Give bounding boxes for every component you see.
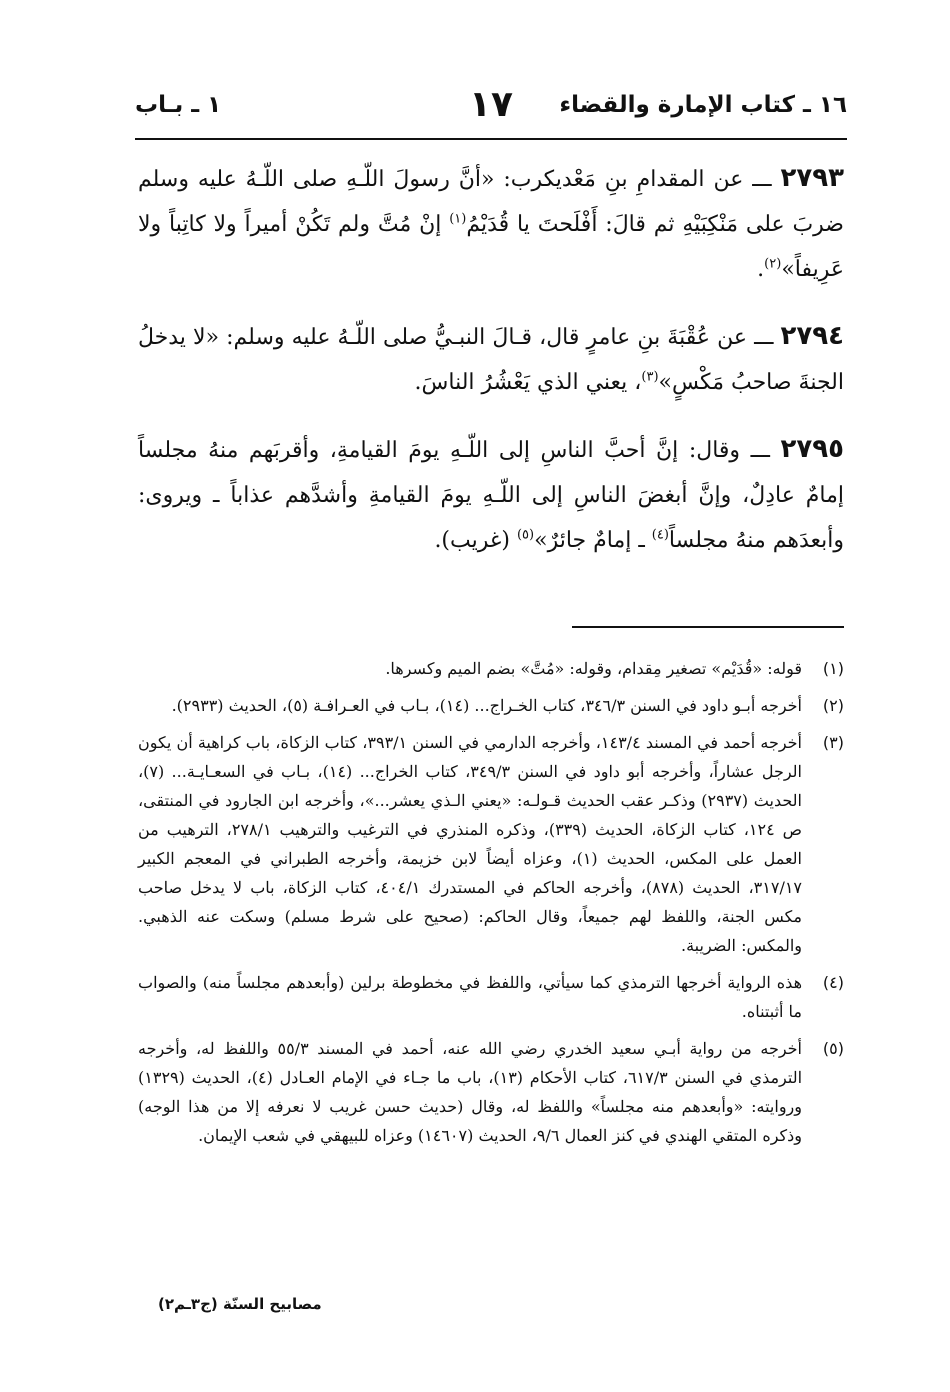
hadith-number: ٢٧٩٥ bbox=[780, 434, 844, 464]
footnote-text: أخرجه أبـو داود في السنن ٣٤٦/٣، كتاب الخـراج... (١٤)، بـاب في العـرافـة (٥)، الحديث (٢٩٣٣). bbox=[171, 696, 802, 715]
hadith-2794 bbox=[138, 314, 844, 405]
footnote-4 bbox=[138, 968, 844, 1026]
running-header bbox=[135, 84, 847, 132]
hadith-text-end: (غريب). bbox=[434, 528, 517, 553]
page-number: ١٧ bbox=[469, 84, 513, 125]
hadith-text-cont: ـ إمامٌ جائرٌ» bbox=[534, 528, 652, 553]
footnote-ref: (٤) bbox=[651, 527, 669, 543]
footnote-ref: (٢) bbox=[764, 256, 782, 272]
footnote-text: قوله: «قُدَيْم» تصغير مِقدام، وقوله: «مُتَّ» بضم الميم وكسرها. bbox=[385, 659, 802, 678]
hadith-text-cont: إنْ مُتَّ ولم تَكُنْ أميراً ولا كاتِباً ولا عَرِيفاً» bbox=[138, 212, 844, 282]
main-text bbox=[138, 156, 844, 585]
section-title: ١ ـ بـاب bbox=[135, 92, 222, 118]
hadith-2793 bbox=[138, 156, 844, 292]
footnote-1 bbox=[138, 654, 844, 683]
hadith-number: ٢٧٩٤ bbox=[780, 321, 844, 351]
hadith-text-cont: ، يعني الذي يَعْشُرُ الناسَ. bbox=[414, 370, 642, 395]
footnote-text: أخرجه من رواية أبـي سعيد الخدري رضي الله عنه، أحمد في المسند ٥٥/٣ واللفظ له، وأخرجه الترمذي في السنن ٦١٧/٣، كتاب الأحكام (١٣)، باب ما جـاء في الإمام العـادل (٤)، الحديث (١٣٢٩) وروايته: «وأبعدهم منه مجلساً» واللفظ له، وقال (حديث حسن غريب لا نعرفه إلا من هذا الوجه) وذكره المتقي الهندي في كنز العمال ٩/٦، الحديث (١٤٦٠٧) وعزاه للبيهقي في شعب الإيمان. bbox=[138, 1039, 803, 1145]
footnote-text: أخرجه أحمد في المسند ١٤٣/٤، وأخرجه الدارمي في السنن ٣٩٣/١، كتاب الزكاة، باب كراهية أن يكون الرجل عشاراً، وأخرجه أبو داود في السنن ٣٤٩/٣، كتاب الخراج... (١٤)، بـاب في السعـايـة... (٧)، الحديث (٢٩٣٧) وذكـر عقب الحديث قـولـه: «يعني الـذي يعشر...»، وأخرجه ابن الجارود في المنتقى، ص ١٢٤، كتاب الزكاة، الحديث (٣٣٩)، وذكره المنذري في الترغيب والترهيب ٢٧٨/١، الترهيب من العمل على المكس، الحديث (١)، وعزاه أيضاً لابن خزيمة، وأخرجه الطبراني في المعجم الكبير ٣١٧/١٧، الحديث (٨٧٨)، وأخرجه الحاكم في المستدرك ٤٠٤/١، كتاب الزكاة، باب لا يدخل صاحب مكس الجنة، واللفظ لهم جميعاً، وقال الحاكم: (صحيح على شرط مسلم) وسكت عنه الذهبي. والمكس: الضريبة. bbox=[138, 733, 803, 955]
footnote-rule bbox=[572, 626, 844, 628]
footnote-ref: (١) bbox=[449, 211, 467, 227]
hadith-text: ـــ عن المقدامِ بنِ مَعْديكرب: «أنَّ رسولَ اللّـهِ صلى اللّـهُ عليه وسلم ضربَ على مَنْكِبَيْهِ ثم قالَ: أَفْلَحتَ يا قُدَيْمُ bbox=[138, 167, 844, 237]
hadith-2795 bbox=[138, 427, 844, 563]
footnotes bbox=[138, 654, 844, 1158]
hadith-text: ـــ وقال: إنَّ أحبَّ الناسِ إلى اللّـهِ يومَ القيامةِ، وأقربَهم منهُ مجلساً إمامٌ عادِلٌ، وإنَّ أبغضَ الناسِ إلى اللّـهِ يومَ القيامةِ وأشدَّهم عذاباً ـ ويروى: وأبعدَهم منهُ مجلساً bbox=[138, 438, 844, 553]
hadith-number: ٢٧٩٣ bbox=[780, 163, 844, 193]
footnote-ref: (٥) bbox=[516, 527, 535, 543]
footnote-number: (٢) bbox=[822, 696, 844, 715]
footnote-number: (٣) bbox=[822, 733, 844, 752]
hadith-text: ـــ عن عُقْبَةَ بنِ عامرٍ قال، قـالَ النبـيُّ صلى اللّـهُ عليه وسلم: «لا يدخلُ الجنةَ صاحبُ مَكْسٍ» bbox=[138, 325, 844, 395]
footnote-number: (١) bbox=[822, 659, 844, 678]
footnote-ref: (٣) bbox=[641, 369, 659, 385]
header-rule bbox=[135, 138, 847, 140]
footnote-2 bbox=[138, 691, 844, 720]
hadith-text-end: . bbox=[757, 257, 765, 282]
footnote-5 bbox=[138, 1034, 844, 1150]
footnote-number: (٤) bbox=[822, 973, 844, 992]
footnote-text: هذه الرواية أخرجها الترمذي كما سيأتي، واللفظ في مخطوطة برلين (وأبعدهم مجلساً منه) والصواب ما أثبتناه. bbox=[138, 973, 802, 1021]
chapter-title: ١٦ ـ كتاب الإمارة والقضاء bbox=[559, 92, 847, 118]
printer-signature: مصابيح السنّة (ج٣ـم٢) bbox=[158, 1295, 322, 1313]
footnote-number: (٥) bbox=[822, 1039, 844, 1058]
footnote-3 bbox=[138, 728, 844, 960]
